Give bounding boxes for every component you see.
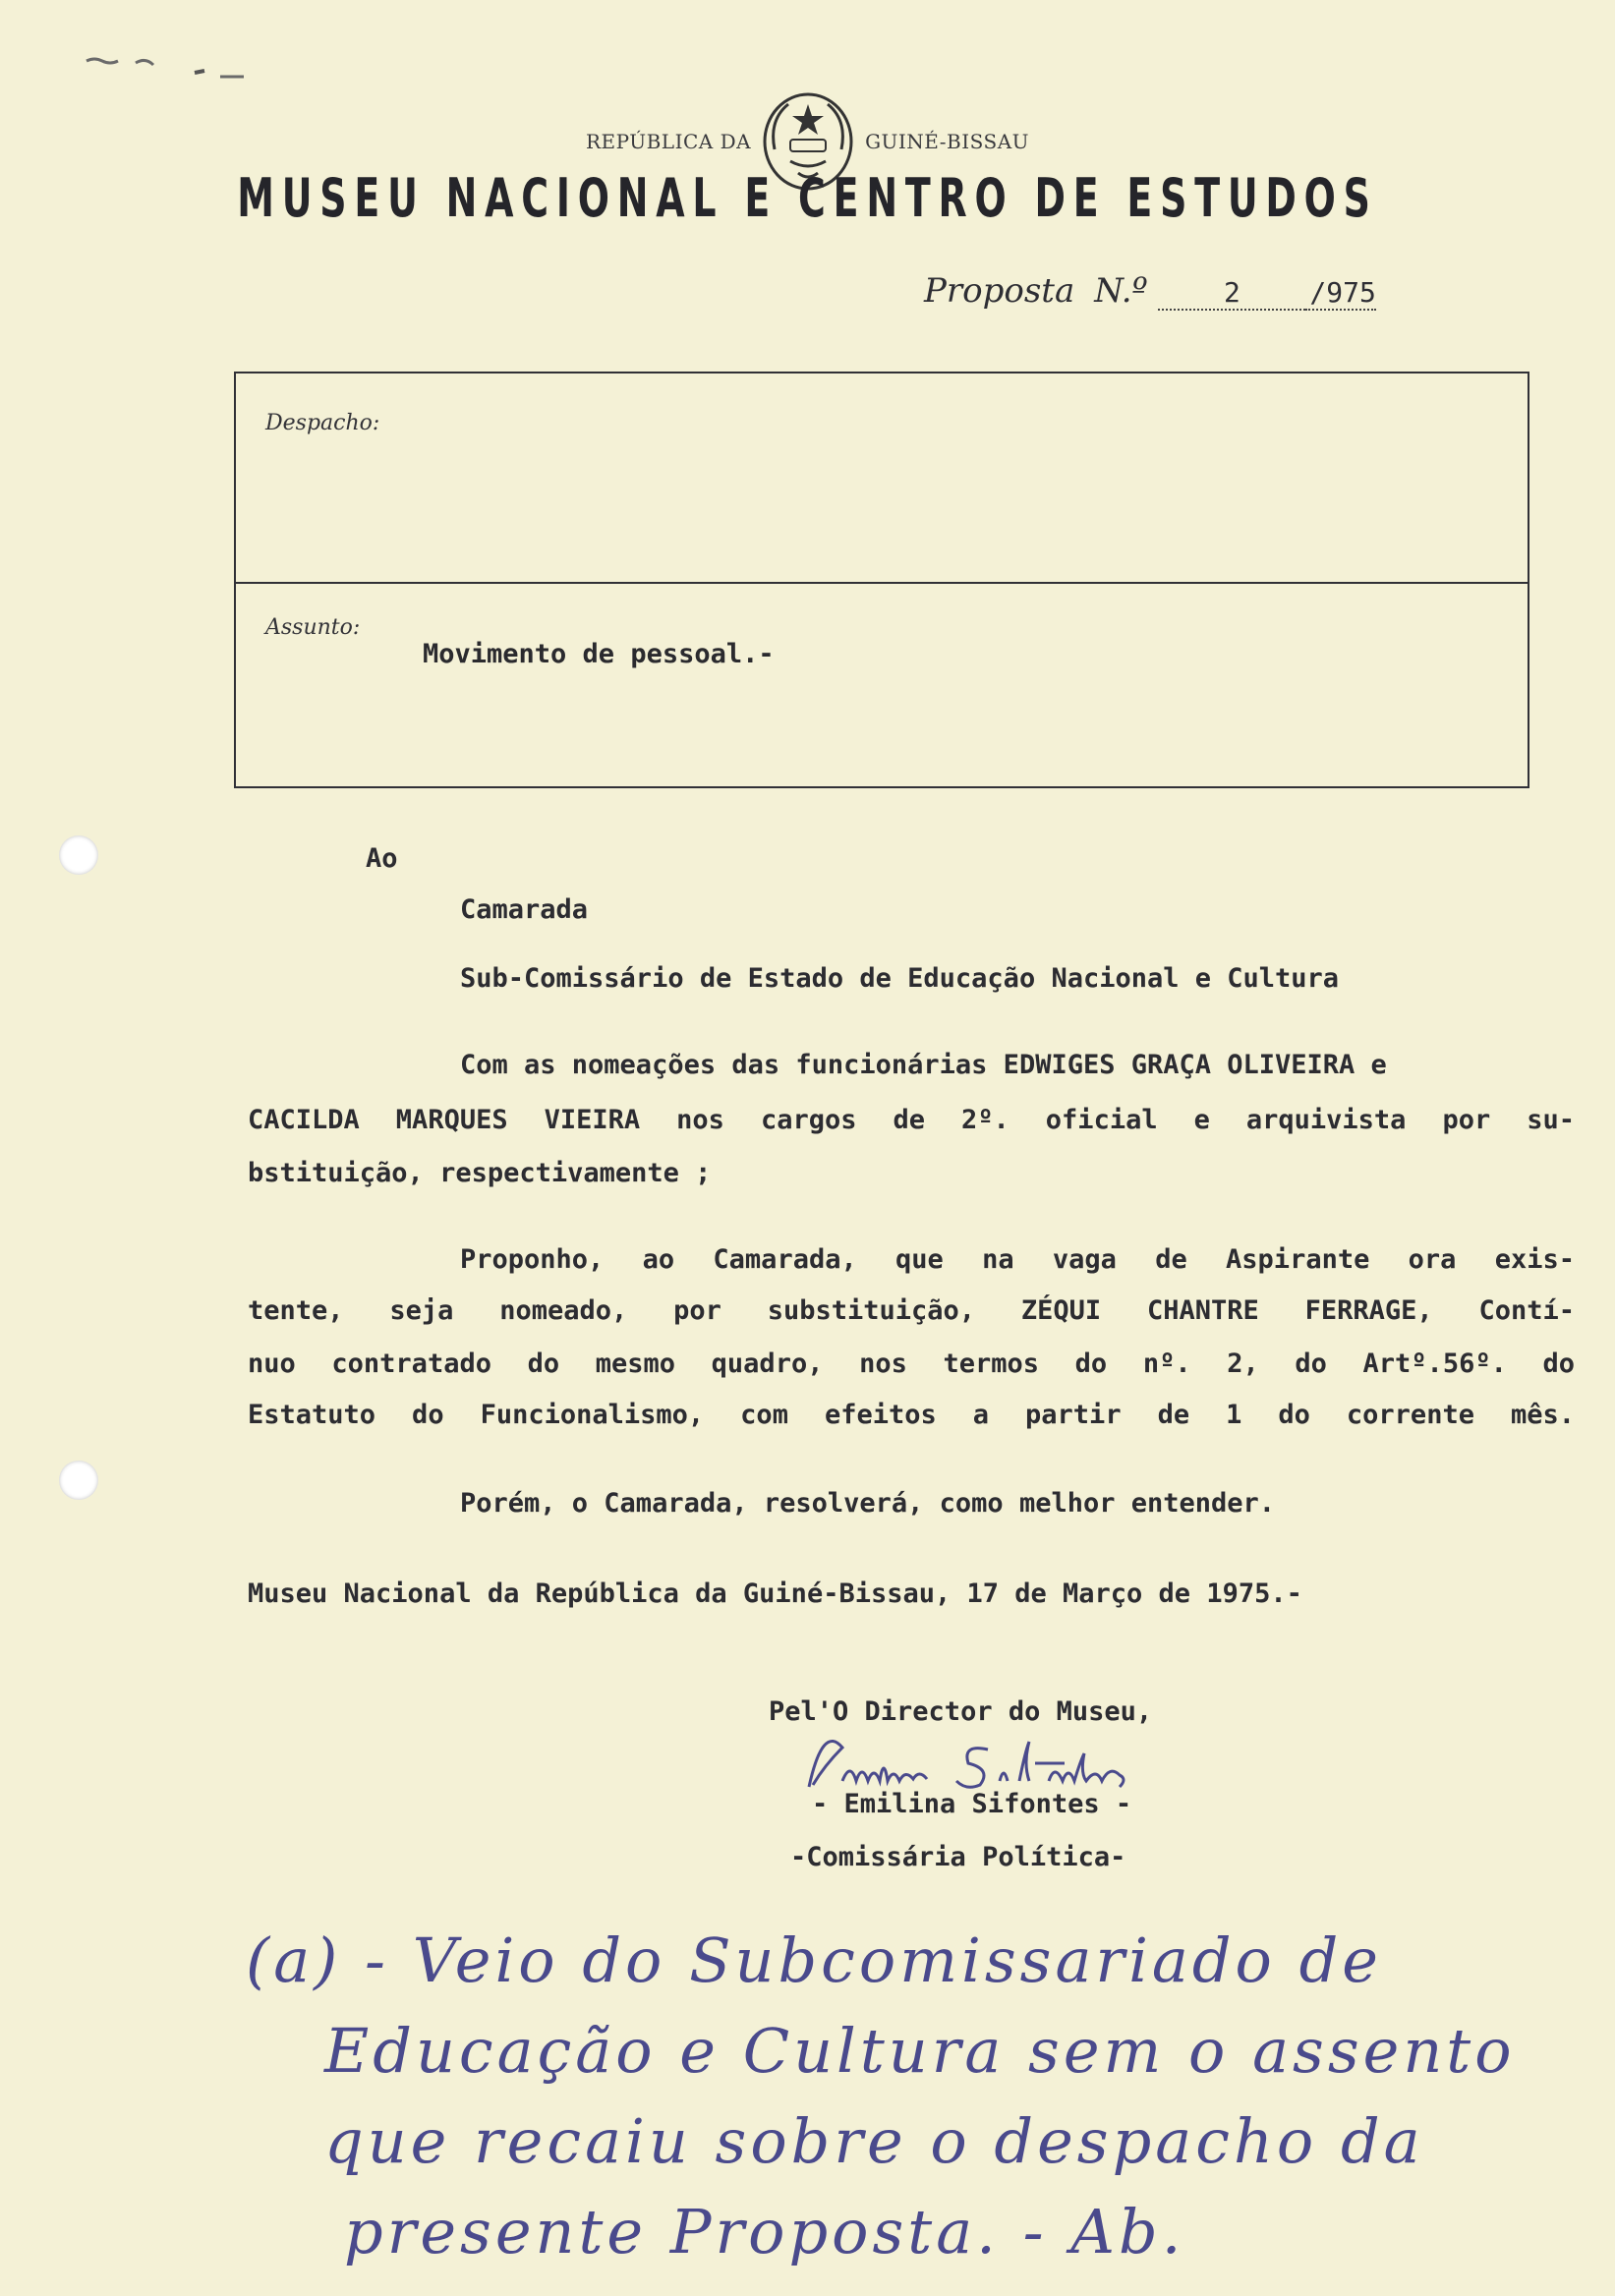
addressee-line-1: Camarada xyxy=(460,894,589,925)
handwritten-note-line-2: Educação e Cultura sem o assento xyxy=(324,2015,1516,2087)
signatory-title: -Comissária Política- xyxy=(790,1842,1126,1872)
paragraph-2-line-1: Proponho, ao Camarada, que na vaga de Aspirante ora exis- xyxy=(460,1244,1575,1275)
paragraph-3: Porém, o Camarada, resolverá, como melhor entender. xyxy=(460,1488,1276,1519)
paragraph-1-line-2: CACILDA MARQUES VIEIRA nos cargos de 2º. oficial e arquivista por su- xyxy=(248,1105,1575,1135)
despacho-assunto-box xyxy=(234,372,1529,788)
salutation: Ao xyxy=(366,843,398,874)
assunto-label: Assunto: xyxy=(265,615,361,640)
paragraph-2-line-4: Estatuto do Funcionalismo, com efeitos a partir de 1 do corrente mês. xyxy=(248,1400,1575,1430)
addressee-line-2: Sub-Comissário de Estado de Educação Nacional e Cultura xyxy=(460,963,1340,994)
handwritten-note-line-3: que recaiu sobre o despacho da xyxy=(324,2105,1424,2177)
proposal-number: 2 xyxy=(1158,276,1305,311)
proposal-number-line xyxy=(924,271,1376,311)
paragraph-1-line-1: Com as nomeações das funcionárias EDWIGES GRAÇA OLIVEIRA e xyxy=(460,1050,1387,1080)
handwritten-note-line-1: (a) - Veio do Subcomissariado de xyxy=(246,1924,1382,1996)
proposal-number-label: N.º xyxy=(1094,271,1148,311)
proposal-label: Proposta xyxy=(924,271,1075,311)
punch-hole-top xyxy=(59,835,98,875)
paragraph-2-line-2: tente, seja nomeado, por substituição, ZÉQUI CHANTRE FERRAGE, Contí- xyxy=(248,1295,1575,1326)
box-divider xyxy=(236,582,1528,584)
paragraph-2-line-3: nuo contratado do mesmo quadro, nos termos do nº. 2, do Artº.56º. do xyxy=(248,1349,1575,1379)
punch-hole-bottom xyxy=(59,1461,98,1500)
republic-left-text: REPÚBLICA DA xyxy=(585,130,752,153)
proposal-year: /975 xyxy=(1305,276,1375,311)
place-and-date: Museu Nacional da República da Guiné-Bissau, 17 de Março de 1975.- xyxy=(248,1578,1302,1609)
signatory-role: Pel'O Director do Museu, xyxy=(769,1696,1153,1727)
margin-scribble-mark xyxy=(47,47,244,86)
institution-title: MUSEU NACIONAL E CENTRO DE ESTUDOS xyxy=(237,167,1378,229)
handwritten-note-line-4: presente Proposta. - Ab. xyxy=(344,2196,1185,2267)
signatory-name: - Emilina Sifontes - xyxy=(812,1789,1132,1819)
paragraph-1-line-3: bstituição, respectivamente ; xyxy=(248,1158,712,1188)
despacho-label: Despacho: xyxy=(265,411,380,435)
republic-right-text: GUINÉ-BISSAU xyxy=(865,130,1029,153)
assunto-value: Movimento de pessoal.- xyxy=(423,639,775,669)
